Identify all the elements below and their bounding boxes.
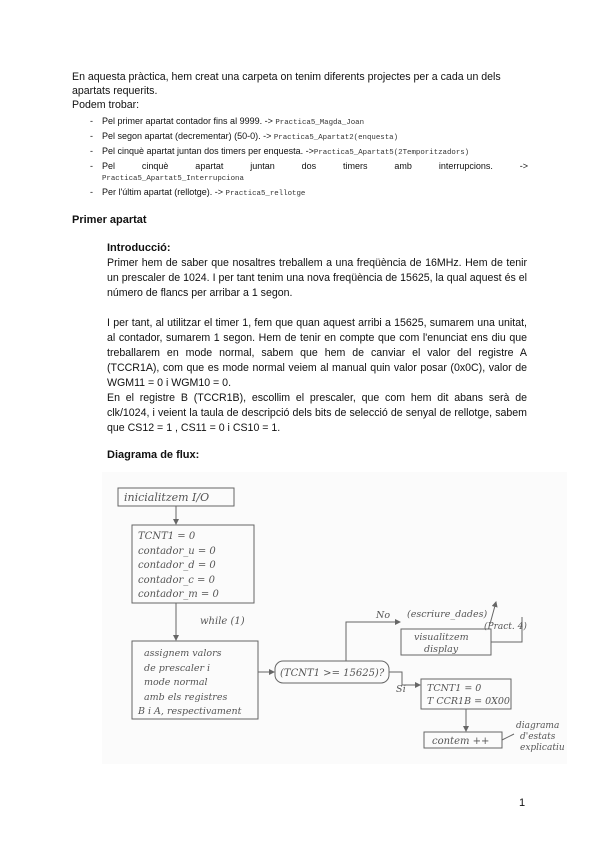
paragraph-3: En el registre B (TCCR1B), escollim el prescaler, que com hem dit abans serà de clk/1024, i veient la taula de descripció dels bits de selecció de senyal de rellotge, sabem que CS12 = 1 , CS11 = 0 i CS10 = 1. xyxy=(107,392,527,434)
paragraph-2: I per tant, al utilitzar el timer 1, fem que quan aquest arribi a 15625, sumarem una unitat, al contador, sumarem 1 segon. Hem de tenir en compte que com l'enunciat ens diu que treballarem en mode normal, sabem que hem de canviar el valor del registre A (TCCR1A), com que es mode normal veiem al manual quin valor posar (0x0C), valor de WGM11 = 0 i WGM10 = 0. xyxy=(107,317,527,389)
list-item: - Pel cinquè apartat juntan dos timers amb interrupcions. -> Practica5_Apartat5_Interrupciona xyxy=(72,160,528,186)
escriure-label: (escriure_dades) xyxy=(407,609,488,620)
project-list xyxy=(72,115,528,201)
list-item: - Pel segon apartat (decrementar) (50-0). -> Practica5_Apartat2(enquesta) xyxy=(72,130,528,145)
section-body xyxy=(107,241,527,436)
flow-diagram-svg xyxy=(102,472,567,764)
pract-label: (Pract. 4) xyxy=(484,622,527,632)
paragraph-1: Primer hem de saber que nosaltres treballem a una freqüència de 16MHz. Hem de tenir un prescaler de 1024. I per tant tenim una nova freqüència de 15625, la qual aquest és el número de flancs per arribar a 1 segon. xyxy=(107,257,527,299)
list-item: - Pel primer apartat contador fins al 9999. -> Practica5_Magda_Joan xyxy=(72,115,528,130)
loop-label: while (1) xyxy=(200,616,245,627)
count-label: contem ++ xyxy=(432,736,490,747)
section-heading: Primer apartat xyxy=(72,214,147,226)
display-text: visualitzem display xyxy=(414,632,469,655)
init-label: inicialitzem I/O xyxy=(124,491,210,504)
flow-diagram xyxy=(102,472,567,764)
subsection-heading: Introducció: xyxy=(107,242,171,254)
reset-text: TCNT1 = 0 T CCR1B = 0X00 xyxy=(427,683,510,707)
list-item: - Per l'últim apartat (rellotge). -> Practica5_rellotge xyxy=(72,186,528,201)
states-note: diagrama d'estats explicatiu xyxy=(516,721,565,753)
no-label: No xyxy=(376,610,391,621)
intro-paragraph: En aquesta pràctica, hem creat una carpeta on tenim diferents projectes per a cada un dels apartats requerits. xyxy=(72,71,501,97)
intro-podem: Podem trobar: xyxy=(72,99,140,111)
page-number: 1 xyxy=(519,797,526,809)
assign-text: assignem valors de prescaler i mode normal amb els registres B i A, respectivament xyxy=(138,648,242,717)
list-item: - Pel cinquè apartat juntan dos timers per enquesta. ->Practica5_Apartat5(2Temporitzadors) xyxy=(72,145,528,160)
vars-text: TCNT1 = 0 contador_u = 0 contador_d = 0 contador_c = 0 contador_m = 0 xyxy=(138,531,219,600)
intro-block xyxy=(72,70,528,201)
si-label: Sí xyxy=(396,684,406,695)
condition-label: (TCNT1 >= 15625)? xyxy=(280,668,385,679)
diagram-heading: Diagrama de flux: xyxy=(107,449,200,461)
